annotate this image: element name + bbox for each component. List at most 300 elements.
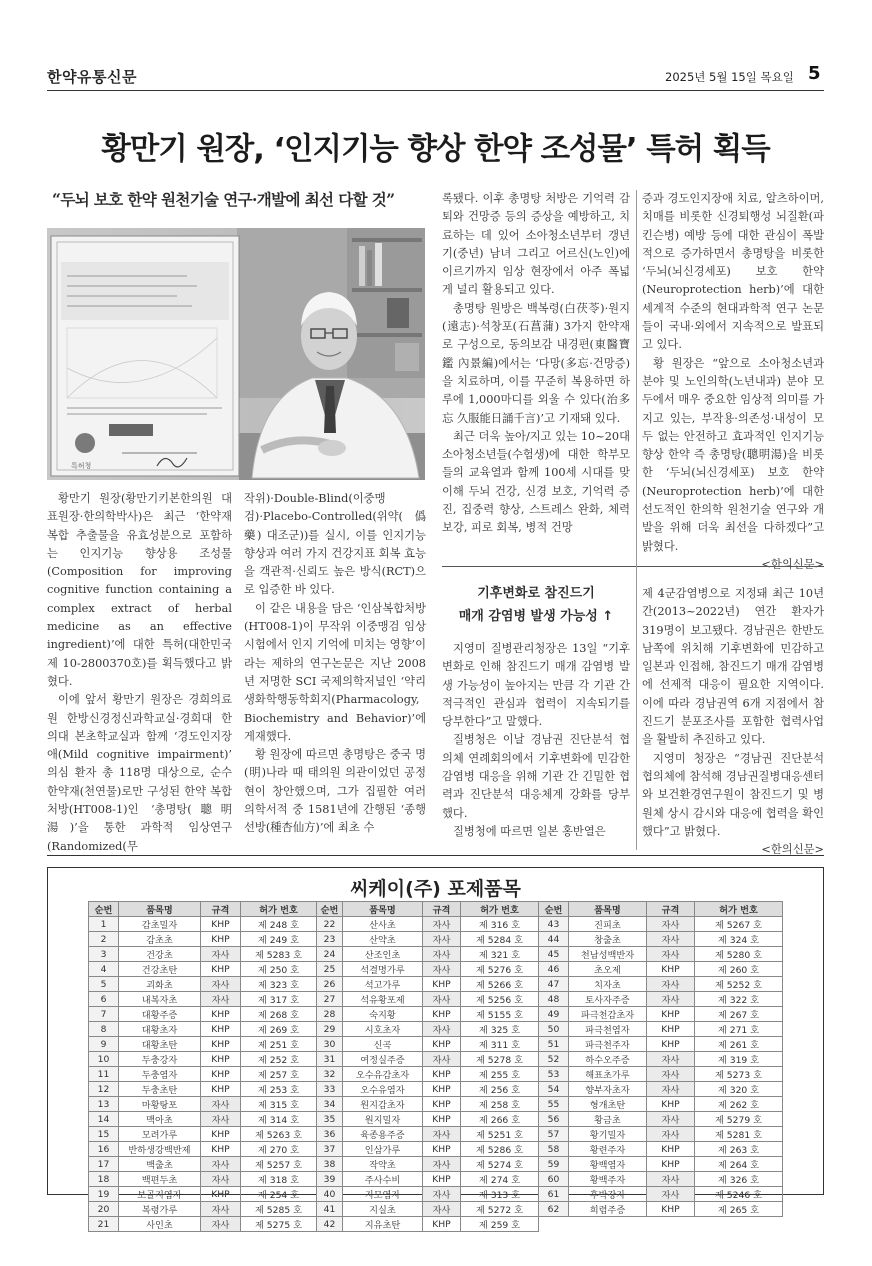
row-number: 4 <box>89 962 119 977</box>
tick-article-title <box>442 582 630 628</box>
table-row <box>89 1037 317 1052</box>
row-number: 48 <box>539 992 569 1007</box>
product-table-box <box>47 867 824 1231</box>
permit-number: 제 314 호 <box>241 1112 317 1127</box>
permit-number: 제 323 호 <box>241 977 317 992</box>
table-row <box>317 1007 539 1022</box>
table-row <box>89 1097 317 1112</box>
row-number: 49 <box>539 1007 569 1022</box>
table-row <box>539 1142 783 1157</box>
table-row <box>317 992 539 1007</box>
table-row <box>89 947 317 962</box>
product-name: 진피초 <box>569 917 647 932</box>
permit-number: 제 5279 호 <box>695 1112 783 1127</box>
table-row <box>89 1052 317 1067</box>
column-header: 품목명 <box>119 902 201 917</box>
spec: KHP <box>423 1007 461 1022</box>
paragraph: 질병청은 이날 경남권 진단분석 협의체 연례회의에서 기후변화에 민감한 감염병 대응을 위해 기관 간 긴밀한 협력과 진단분석 대응체계 강화를 당부했다. <box>442 733 630 820</box>
spec: 자사 <box>647 1112 695 1127</box>
permit-number: 제 264 호 <box>695 1157 783 1172</box>
table-row <box>89 1202 317 1217</box>
product-name: 석유황포제 <box>343 992 423 1007</box>
column-header: 허가 번호 <box>695 902 783 917</box>
spec: KHP <box>423 1172 461 1187</box>
paragraph: 록됐다. 이후 총명탕 처방은 기억력 감퇴와 건망증 등의 증상을 예방하고, 치료하는 데 있어 소아청소년부터 갱년기(중년) 남녀 그리고 어르신(노인)에 이르기까지 임상 현장에서 아주 폭넓게 널리 활용되고 있다. <box>442 192 630 297</box>
permit-number: 제 270 호 <box>241 1142 317 1157</box>
column-header: 규격 <box>423 902 461 917</box>
permit-number: 제 5283 호 <box>241 947 317 962</box>
table-row <box>89 1217 317 1232</box>
spec: 자사 <box>423 1187 461 1202</box>
product-name: 파극천감초자 <box>569 1007 647 1022</box>
column-header: 허가 번호 <box>461 902 539 917</box>
permit-number: 제 253 호 <box>241 1082 317 1097</box>
product-name: 대황초탄 <box>119 1037 201 1052</box>
product-name: 지모염자 <box>343 1187 423 1202</box>
spec: KHP <box>423 1082 461 1097</box>
article-column-4 <box>642 190 824 574</box>
table-body <box>89 917 317 1232</box>
spec: 자사 <box>201 1202 241 1217</box>
permit-number: 제 5155 호 <box>461 1007 539 1022</box>
article-separator <box>442 566 824 567</box>
spec: KHP <box>423 1142 461 1157</box>
product-name: 괴화초 <box>119 977 201 992</box>
table-row <box>89 1082 317 1097</box>
permit-number: 제 5246 호 <box>695 1187 783 1202</box>
row-number: 42 <box>317 1217 343 1232</box>
spec: 자사 <box>201 1172 241 1187</box>
product-name: 시호초자 <box>343 1022 423 1037</box>
row-number: 61 <box>539 1187 569 1202</box>
spec: 자사 <box>423 932 461 947</box>
product-name: 황백주자 <box>569 1172 647 1187</box>
product-name: 황기밀자 <box>569 1127 647 1142</box>
spec: 자사 <box>647 1127 695 1142</box>
spec: 자사 <box>647 977 695 992</box>
permit-number: 제 5273 호 <box>695 1067 783 1082</box>
row-number: 56 <box>539 1112 569 1127</box>
permit-number: 제 5266 호 <box>461 977 539 992</box>
permit-number: 제 252 호 <box>241 1052 317 1067</box>
table-row <box>317 977 539 992</box>
spec: 자사 <box>201 977 241 992</box>
paragraph: 황 원장은 “앞으로 소아청소년과 분야 및 노인의학(노년내과) 분야 모두에서 매우 중요한 임상적 의미를 가지고 있는, 부작용·의존성·내성이 모두 없는 안전하고 효과적인 인지기능 향상 한약 즉 총명탕(聰明湯)을 비롯한 ‘두뇌(뇌신경세포) 보호 한약(Neuroprotection herb)’에 대한 선도적인 한의학 원천기술 연구와 개발을 위해 더욱 최선을 다하겠다”고 밝혔다. <box>642 356 824 553</box>
table-row <box>89 1127 317 1142</box>
table-body <box>317 917 539 1232</box>
spec: KHP <box>423 977 461 992</box>
product-name: 향부자초자 <box>569 1082 647 1097</box>
photo-illustration <box>47 228 425 480</box>
row-number: 35 <box>317 1112 343 1127</box>
table-row <box>317 1187 539 1202</box>
permit-number: 제 250 호 <box>241 962 317 977</box>
article-photo <box>47 228 425 480</box>
row-number: 20 <box>89 1202 119 1217</box>
table-header-row <box>89 902 317 917</box>
row-number: 52 <box>539 1052 569 1067</box>
spec: 자사 <box>423 962 461 977</box>
spec: 자사 <box>647 932 695 947</box>
permit-number: 제 263 호 <box>695 1142 783 1157</box>
paragraph: 지영미 질병관리청장은 13일 “기후변화로 인해 참진드기 매개 감염병 발생 가능성이 높아지는 만큼 각 기관 간 적극적인 관심과 협력이 지속되기를 당부한다”고 말했다. <box>442 642 630 729</box>
product-name: 형개초탄 <box>569 1097 647 1112</box>
row-number: 9 <box>89 1037 119 1052</box>
spec: KHP <box>423 1067 461 1082</box>
column-divider <box>636 190 637 850</box>
tick-title-line-1: 기후변화로 참진드기 <box>477 586 595 601</box>
permit-number: 제 325 호 <box>461 1022 539 1037</box>
spec: KHP <box>201 1007 241 1022</box>
paragraph: 황 원장에 따르면 총명탕은 중국 명(明)나라 때 태의원 의관이었던 공정현이 창안했으며, 그가 집필한 여러 의학서적 중 1581년에 간행된 ‘종행선방(種杏仙方)’에 최초 수 <box>244 748 426 835</box>
row-number: 8 <box>89 1022 119 1037</box>
product-name: 두충강자 <box>119 1052 201 1067</box>
row-number: 14 <box>89 1112 119 1127</box>
table-row <box>317 1052 539 1067</box>
permit-number: 제 5263 호 <box>241 1127 317 1142</box>
subheadline: “두뇌 보호 한약 원천기술 연구·개발에 최선 다할 것” <box>52 190 395 209</box>
column-header: 품목명 <box>343 902 423 917</box>
table-row <box>539 1052 783 1067</box>
paragraph: 제 4군감염병으로 지정돼 최근 10년간(2013~2022년) 연간 환자가 319명이 보고됐다. 경남권은 한반도 남쪽에 위치해 기후변화에 민감하고 일본과 인접해, 참진드기 매개 감염병에 선제적 대응이 필요한 지역이다. 이에 따라 경남권역 6개 지점에서 참진드기 분포조사를 포함한 협력사업을 활발히 추진하고 있다. <box>642 587 824 747</box>
table-row <box>317 1127 539 1142</box>
row-number: 22 <box>317 917 343 932</box>
table-row <box>317 947 539 962</box>
row-number: 21 <box>89 1217 119 1232</box>
table-row <box>539 1127 783 1142</box>
row-number: 15 <box>89 1127 119 1142</box>
article-source: <한의신문> <box>761 843 824 857</box>
spec: KHP <box>647 1142 695 1157</box>
column-header: 순번 <box>539 902 569 917</box>
table-row <box>89 992 317 1007</box>
paragraph: 이에 앞서 황만기 원장은 경희의료원 한방신경정신과학교실·경희대 한의대 본초학교실과 함께 ‘경도인지장애(Mild cognitive impairment)’ 의심 환자 총 118명 대상으로, 순수 한약재(천연물)로만 구성된 한약 복합처방(HT008-1)인 ‘총명탕(聰明湯)’을 통한 과학적 임상연구(Randomized(무 <box>47 693 232 853</box>
spec: KHP <box>647 1037 695 1052</box>
product-name: 천남성백반자 <box>569 947 647 962</box>
product-name: 작약초 <box>343 1157 423 1172</box>
spec: 자사 <box>647 1052 695 1067</box>
product-name: 황백염자 <box>569 1157 647 1172</box>
permit-number: 제 274 호 <box>461 1172 539 1187</box>
permit-number: 제 5286 호 <box>461 1142 539 1157</box>
row-number: 57 <box>539 1127 569 1142</box>
article-column-3 <box>442 190 630 538</box>
paragraph: 황만기 원장(황만기키본한의원 대표원장·한의학박사)은 최근 ‘한약재 복합 추출물을 유효성분으로 포함하는 인지기능 향상용 조성물(Composition for improving cognitive function containing a complex extract of herbal medicine as an effective ingredient)’에 대한 특허(대한민국 제 10-2800370호)를 획득했다고 밝혔다. <box>47 492 232 688</box>
spec: 자사 <box>201 1217 241 1232</box>
table-header-row <box>539 902 783 917</box>
row-number: 43 <box>539 917 569 932</box>
row-number: 2 <box>89 932 119 947</box>
product-name: 산조인초 <box>343 947 423 962</box>
spec: 자사 <box>647 992 695 1007</box>
permit-number: 제 317 호 <box>241 992 317 1007</box>
row-number: 28 <box>317 1007 343 1022</box>
column-header: 규격 <box>201 902 241 917</box>
table-row <box>317 917 539 932</box>
table-body <box>539 917 783 1217</box>
permit-number: 제 5276 호 <box>461 962 539 977</box>
column-header: 허가 번호 <box>241 902 317 917</box>
permit-number: 제 258 호 <box>461 1097 539 1112</box>
table-row <box>539 1007 783 1022</box>
spec: KHP <box>201 1052 241 1067</box>
spec: 자사 <box>423 917 461 932</box>
product-name: 복령가루 <box>119 1202 201 1217</box>
permit-number: 제 257 호 <box>241 1067 317 1082</box>
table-row <box>539 947 783 962</box>
table-row <box>89 1022 317 1037</box>
row-number: 33 <box>317 1082 343 1097</box>
permit-number: 제 266 호 <box>461 1112 539 1127</box>
product-table-right <box>538 901 783 1217</box>
permit-number: 제 256 호 <box>461 1082 539 1097</box>
row-number: 58 <box>539 1142 569 1157</box>
table-row <box>89 962 317 977</box>
table-row <box>539 1082 783 1097</box>
spec: 자사 <box>423 947 461 962</box>
permit-number: 제 319 호 <box>695 1052 783 1067</box>
row-number: 37 <box>317 1142 343 1157</box>
product-name: 석고가루 <box>343 977 423 992</box>
permit-number: 제 255 호 <box>461 1067 539 1082</box>
row-number: 36 <box>317 1127 343 1142</box>
permit-number: 제 261 호 <box>695 1037 783 1052</box>
product-name: 감초밀자 <box>119 917 201 932</box>
permit-number: 제 265 호 <box>695 1202 783 1217</box>
permit-number: 제 5280 호 <box>695 947 783 962</box>
paragraph: 총명탕 원방은 백복령(白茯苓)·원지(遠志)·석창포(石菖蒲) 3가지 한약재로 구성으로, 동의보감 내경편(東醫寶鑑 內景編)에서는 ‘다망(多忘·건망증)을 치료하며, 이를 꾸준히 복용하면 하루에 1,000마디를 외울 수 있다(治多忘 久服能日誦千言)’고 기재돼 있다. <box>442 301 630 425</box>
product-name: 희렴주증 <box>569 1202 647 1217</box>
table-row <box>539 1172 783 1187</box>
row-number: 3 <box>89 947 119 962</box>
section-rule <box>47 855 824 856</box>
tick-article-column-1 <box>442 640 630 841</box>
row-number: 26 <box>317 977 343 992</box>
permit-number: 제 326 호 <box>695 1172 783 1187</box>
table-row <box>317 1142 539 1157</box>
permit-number: 제 320 호 <box>695 1082 783 1097</box>
spec: KHP <box>423 1112 461 1127</box>
permit-number: 제 267 호 <box>695 1007 783 1022</box>
spec: KHP <box>423 1217 461 1232</box>
permit-number: 제 5278 호 <box>461 1052 539 1067</box>
product-name: 건강초 <box>119 947 201 962</box>
permit-number: 제 268 호 <box>241 1007 317 1022</box>
spec: KHP <box>647 1202 695 1217</box>
row-number: 38 <box>317 1157 343 1172</box>
permit-number: 제 249 호 <box>241 932 317 947</box>
product-name: 감초초 <box>119 932 201 947</box>
product-name: 파극천염자 <box>569 1022 647 1037</box>
column-header: 순번 <box>89 902 119 917</box>
table-row <box>89 1187 317 1202</box>
row-number: 29 <box>317 1022 343 1037</box>
table-row <box>89 1142 317 1157</box>
product-name: 두충염자 <box>119 1067 201 1082</box>
table-row <box>539 932 783 947</box>
row-number: 60 <box>539 1172 569 1187</box>
spec: 자사 <box>201 1097 241 1112</box>
row-number: 23 <box>317 932 343 947</box>
table-row <box>317 1097 539 1112</box>
row-number: 25 <box>317 962 343 977</box>
product-name: 해표초가루 <box>569 1067 647 1082</box>
permit-number: 제 321 호 <box>461 947 539 962</box>
permit-number: 제 316 호 <box>461 917 539 932</box>
product-name: 보골지염자 <box>119 1187 201 1202</box>
permit-number: 제 311 호 <box>461 1037 539 1052</box>
product-name: 맥아초 <box>119 1112 201 1127</box>
product-name: 치자초 <box>569 977 647 992</box>
product-name: 오수유감초자 <box>343 1067 423 1082</box>
permit-number: 제 260 호 <box>695 962 783 977</box>
table-row <box>89 1157 317 1172</box>
row-number: 24 <box>317 947 343 962</box>
product-table-middle <box>316 901 539 1232</box>
row-number: 6 <box>89 992 119 1007</box>
product-name: 지유초탄 <box>343 1217 423 1232</box>
table-title: 씨케이(주) 포제품목 <box>350 878 521 900</box>
product-name: 마황탕포 <box>119 1097 201 1112</box>
row-number: 62 <box>539 1202 569 1217</box>
article-source: <한의신문> <box>761 557 824 571</box>
spec: KHP <box>647 962 695 977</box>
permit-number: 제 315 호 <box>241 1097 317 1112</box>
permit-number: 제 5251 호 <box>461 1127 539 1142</box>
table-row <box>317 1202 539 1217</box>
paragraph: 작위)·Double-Blind(이중맹검)·Placebo-Controlled(위약(僞藥) 대조군))를 실시, 이를 인지기능 향상과 여러 가지 건강지표 회복 효능을 객관적·신뢰도 높은 방식(RCT)으로 입증한 바 있다. <box>244 492 426 597</box>
table-row <box>539 1067 783 1082</box>
paragraph: 질병청에 따르면 일본 홍반열은 <box>453 824 606 838</box>
spec: 자사 <box>201 1112 241 1127</box>
row-number: 7 <box>89 1007 119 1022</box>
product-name: 건강초탄 <box>119 962 201 977</box>
row-number: 51 <box>539 1037 569 1052</box>
spec: KHP <box>647 1097 695 1112</box>
row-number: 46 <box>539 962 569 977</box>
permit-number: 제 5267 호 <box>695 917 783 932</box>
row-number: 1 <box>89 917 119 932</box>
product-name: 원지밀자 <box>343 1112 423 1127</box>
row-number: 53 <box>539 1067 569 1082</box>
table-row <box>539 977 783 992</box>
permit-number: 제 5281 호 <box>695 1127 783 1142</box>
spec: KHP <box>201 1022 241 1037</box>
article-column-2 <box>244 490 426 838</box>
table-row <box>317 932 539 947</box>
table-row <box>89 1112 317 1127</box>
product-name: 육종용주증 <box>343 1127 423 1142</box>
row-number: 13 <box>89 1097 119 1112</box>
permit-number: 제 318 호 <box>241 1172 317 1187</box>
permit-number: 제 5284 호 <box>461 932 539 947</box>
permit-number: 제 5252 호 <box>695 977 783 992</box>
page-number: 5 <box>808 63 821 84</box>
product-table-left <box>88 901 317 1232</box>
header-rule <box>47 90 824 91</box>
product-name: 내복자초 <box>119 992 201 1007</box>
spec: 자사 <box>423 992 461 1007</box>
spec: KHP <box>201 1067 241 1082</box>
article-column-1 <box>47 490 232 856</box>
product-name: 백편두초 <box>119 1172 201 1187</box>
product-name: 파극천주자 <box>569 1037 647 1052</box>
spec: 자사 <box>647 917 695 932</box>
table-row <box>317 1037 539 1052</box>
permit-number: 제 313 호 <box>461 1187 539 1202</box>
product-name: 초오제 <box>569 962 647 977</box>
row-number: 31 <box>317 1052 343 1067</box>
spec: 자사 <box>201 947 241 962</box>
spec: KHP <box>647 1157 695 1172</box>
row-number: 55 <box>539 1097 569 1112</box>
spec: KHP <box>201 962 241 977</box>
table-row <box>539 1037 783 1052</box>
row-number: 34 <box>317 1097 343 1112</box>
row-number: 16 <box>89 1142 119 1157</box>
table-row <box>89 977 317 992</box>
permit-number: 제 271 호 <box>695 1022 783 1037</box>
row-number: 47 <box>539 977 569 992</box>
table-row <box>317 1067 539 1082</box>
spec: 자사 <box>647 1172 695 1187</box>
row-number: 41 <box>317 1202 343 1217</box>
table-row <box>89 1172 317 1187</box>
product-name: 인삼가루 <box>343 1142 423 1157</box>
spec: KHP <box>423 1037 461 1052</box>
tick-article-column-2 <box>642 585 824 859</box>
product-name: 황금초 <box>569 1112 647 1127</box>
product-name: 하수오주증 <box>569 1052 647 1067</box>
table-row <box>539 1202 783 1217</box>
column-header: 품목명 <box>569 902 647 917</box>
table-header-row <box>317 902 539 917</box>
table-row <box>317 1217 539 1232</box>
spec: KHP <box>201 1187 241 1202</box>
product-name: 오수유염자 <box>343 1082 423 1097</box>
paragraph: 이 같은 내용을 담은 ‘인삼복합처방(HT008-1)이 무작위 이중맹검 임상시험에서 인지 기억에 미치는 영향’이라는 제하의 연구논문은 지난 2008년 저명한 SCI 국제의학저널인 ‘약리생화학행동학회지(Pharmacology, Biochemistry and Behavior)’에 게재했다. <box>244 601 426 743</box>
product-name: 모려가루 <box>119 1127 201 1142</box>
table-row <box>89 1007 317 1022</box>
spec: 자사 <box>647 1067 695 1082</box>
product-name: 석결명가루 <box>343 962 423 977</box>
permit-number: 제 254 호 <box>241 1187 317 1202</box>
table-row <box>89 932 317 947</box>
table-row <box>317 1112 539 1127</box>
spec: KHP <box>647 1007 695 1022</box>
permit-number: 제 322 호 <box>695 992 783 1007</box>
table-row <box>539 992 783 1007</box>
row-number: 44 <box>539 932 569 947</box>
table-row <box>539 1157 783 1172</box>
spec: KHP <box>201 1082 241 1097</box>
spec: 자사 <box>647 947 695 962</box>
spec: 자사 <box>647 1187 695 1202</box>
row-number: 5 <box>89 977 119 992</box>
permit-number: 제 5256 호 <box>461 992 539 1007</box>
spec: KHP <box>201 917 241 932</box>
row-number: 45 <box>539 947 569 962</box>
row-number: 59 <box>539 1157 569 1172</box>
product-name: 대황주증 <box>119 1007 201 1022</box>
spec: 자사 <box>201 1157 241 1172</box>
permit-number: 제 262 호 <box>695 1097 783 1112</box>
product-name: 여정실주증 <box>343 1052 423 1067</box>
product-name: 후박강자 <box>569 1187 647 1202</box>
permit-number: 제 5274 호 <box>461 1157 539 1172</box>
spec: KHP <box>423 1097 461 1112</box>
spec: KHP <box>201 1037 241 1052</box>
